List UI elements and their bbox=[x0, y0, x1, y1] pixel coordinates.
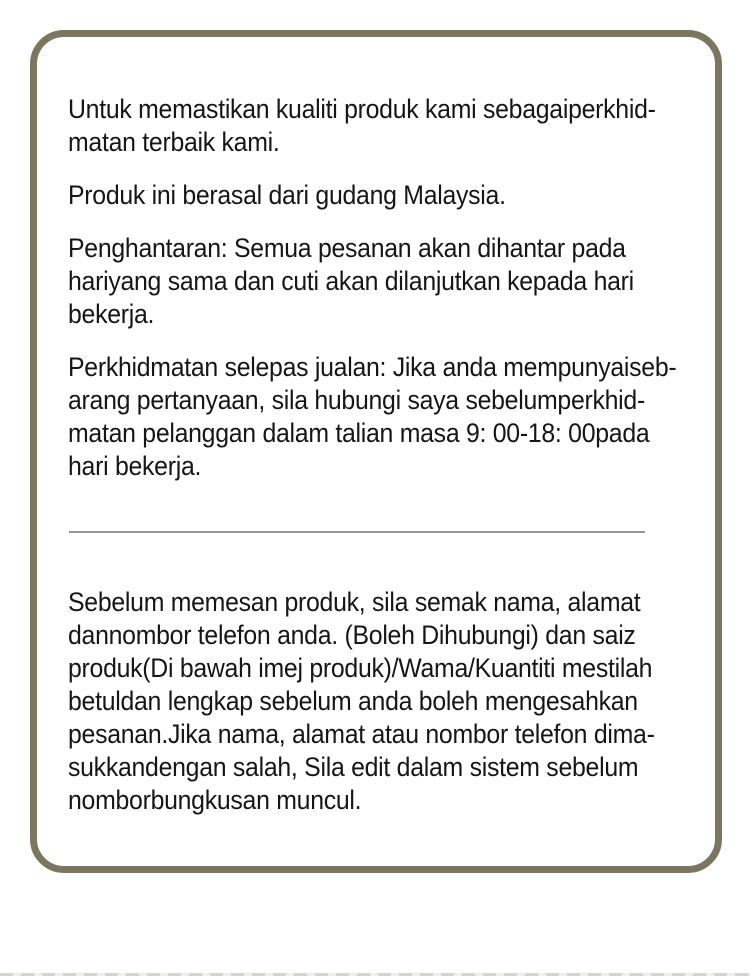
text-line: hari bekerja. bbox=[68, 451, 202, 481]
text-line: sukkandengan salah, Sila edit dalam sistem sebelum bbox=[68, 752, 639, 782]
text-line: Produk ini berasal dari gudang Malaysia. bbox=[68, 180, 506, 210]
next-section-edge bbox=[0, 973, 750, 976]
text-line: pesanan.Jika nama, alamat atau nombor telefon dima- bbox=[68, 719, 655, 749]
text-line: matan pelanggan dalam talian masa 9: 00-18: 00pada bbox=[68, 418, 650, 448]
text-line: nomborbungkusan muncul. bbox=[68, 785, 362, 815]
paragraph bbox=[68, 179, 712, 212]
description-card bbox=[30, 30, 722, 873]
text-line: matan terbaik kami. bbox=[68, 127, 280, 157]
text-line: hariyang sama dan cuti akan dilanjutkan kepada hari bbox=[68, 266, 634, 296]
section-divider bbox=[69, 531, 645, 533]
paragraph bbox=[68, 351, 712, 483]
paragraph bbox=[68, 586, 712, 817]
text-line: betuldan lengkap sebelum anda boleh mengesahkan bbox=[68, 686, 638, 716]
text-line: arang pertanyaan, sila hubungi saya sebelumperkhid- bbox=[68, 385, 645, 415]
description-content bbox=[68, 93, 750, 837]
text-line: Perkhidmatan selepas jualan: Jika anda mempunyaiseb- bbox=[68, 352, 677, 382]
text-line: produk(Di bawah imej produk)/Wama/Kuantiti mestilah bbox=[68, 653, 653, 683]
text-line: Penghantaran: Semua pesanan akan dihantar pada bbox=[68, 233, 626, 263]
paragraph bbox=[68, 93, 712, 159]
text-line: dannombor telefon anda. (Boleh Dihubungi) dan saiz bbox=[68, 620, 636, 650]
text-line: bekerja. bbox=[68, 299, 155, 329]
paragraph bbox=[68, 232, 712, 331]
text-line: Sebelum memesan produk, sila semak nama, alamat bbox=[68, 587, 641, 617]
text-line: Untuk memastikan kualiti produk kami sebagaiperkhid- bbox=[68, 94, 656, 124]
